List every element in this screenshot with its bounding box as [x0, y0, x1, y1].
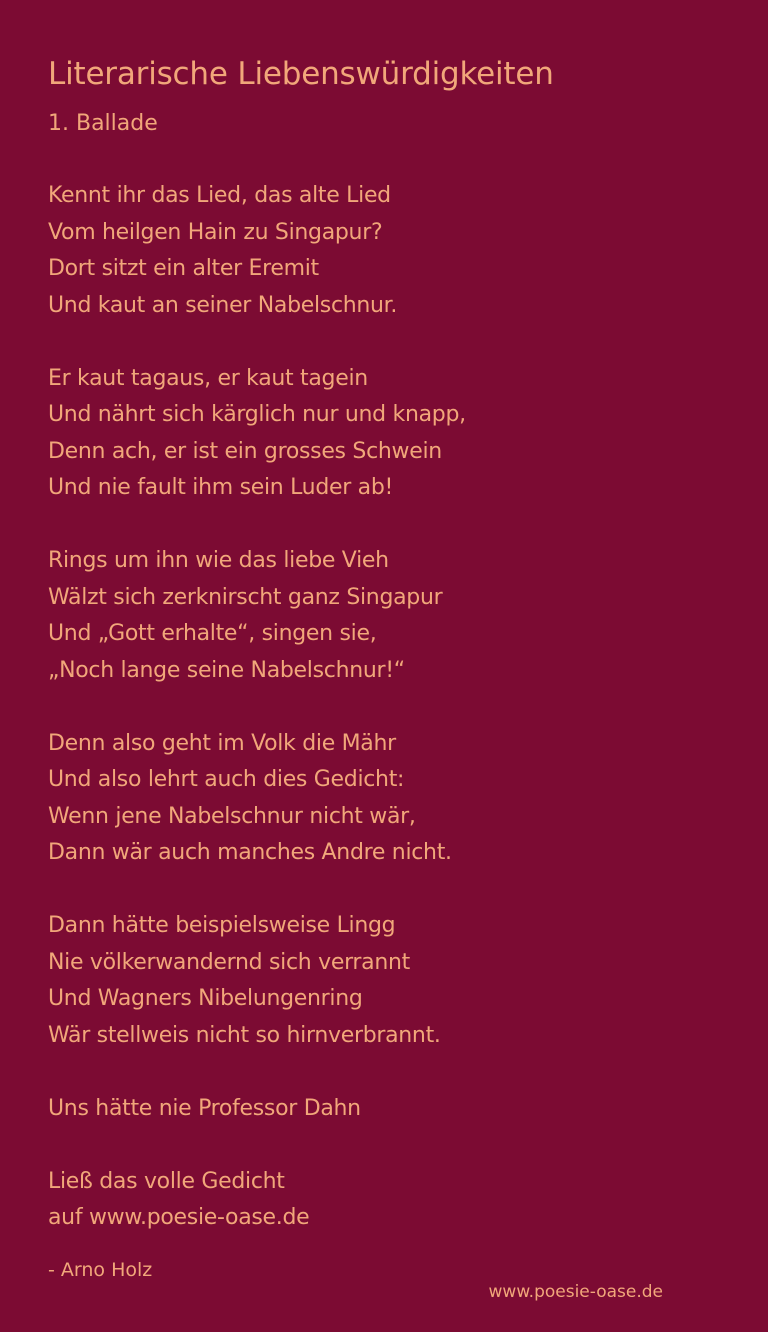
- poem-line: Er kaut tagaus, er kaut tagein: [48, 365, 368, 391]
- poem-subtitle: 1. Ballade: [48, 111, 158, 136]
- stanza: [48, 361, 728, 507]
- poem-line: „Noch lange seine Nabelschnur!“: [48, 657, 405, 683]
- poem-body: [48, 178, 728, 1273]
- stanza: [48, 908, 728, 1054]
- poem-line: Und kaut an seiner Nabelschnur.: [48, 292, 398, 318]
- stanza: [48, 543, 728, 689]
- read-more-line: Ließ das volle Gedicht: [48, 1168, 285, 1194]
- poem-line: Und nie fault ihm sein Luder ab!: [48, 475, 394, 500]
- poem-line: Wär stellweis nicht so hirnverbrannt.: [48, 1022, 441, 1048]
- poem-line: Und also lehrt auch dies Gedicht:: [48, 767, 405, 792]
- poem-line: Rings um ihn wie das liebe Vieh: [48, 548, 389, 573]
- poem-title: Literarische Liebenswürdigkeiten: [48, 56, 554, 92]
- poem-line: Und „Gott erhalte“, singen sie,: [48, 621, 377, 646]
- poem-line: Uns hätte nie Professor Dahn: [48, 1095, 361, 1121]
- stanza: [48, 178, 728, 324]
- read-more-note: [48, 1164, 728, 1237]
- poem-line: Vom heilgen Hain zu Singapur?: [48, 219, 383, 245]
- poem-line: Denn ach, er ist ein grosses Schwein: [48, 438, 442, 464]
- poem-line: Wälzt sich zerknirscht ganz Singapur: [48, 584, 443, 610]
- poem-line: Nie völkerwandernd sich verrannt: [48, 949, 410, 975]
- author-credit: - Arno Holz: [48, 1259, 153, 1281]
- poem-line: Kennt ihr das Lied, das alte Lied: [48, 183, 391, 208]
- poem-line: Dort sitzt ein alter Eremit: [48, 256, 319, 281]
- poem-line: Dann wär auch manches Andre nicht.: [48, 840, 452, 865]
- stanza: [48, 1091, 728, 1128]
- poem-line: Denn also geht im Volk die Mähr: [48, 730, 396, 756]
- poem-line: Und nährt sich kärglich nur und knapp,: [48, 402, 466, 427]
- stanza: [48, 726, 728, 872]
- poem-line: Und Wagners Nibelungenring: [48, 986, 363, 1011]
- site-watermark: www.poesie-oase.de: [488, 1282, 663, 1302]
- read-more-link[interactable]: auf www.poesie-oase.de: [48, 1205, 310, 1230]
- poem-line: Dann hätte beispielsweise Lingg: [48, 913, 396, 938]
- poem-line: Wenn jene Nabelschnur nicht wär,: [48, 803, 416, 829]
